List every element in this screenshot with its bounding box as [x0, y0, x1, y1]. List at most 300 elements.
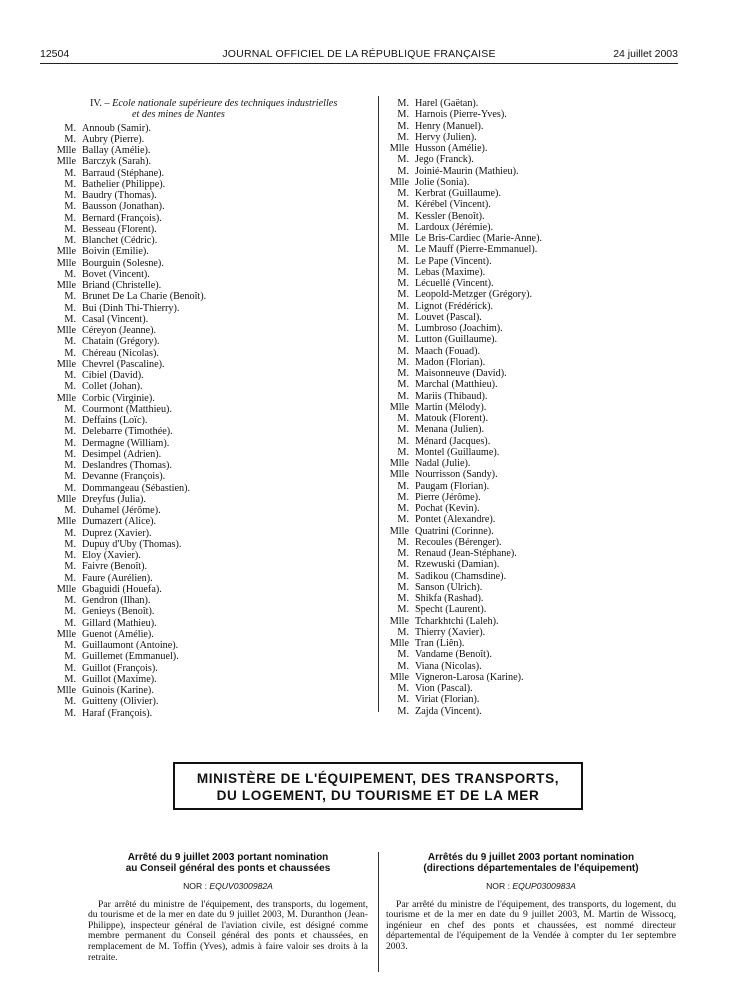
right-column: [385, 98, 685, 717]
civil-title: M.: [64, 448, 76, 460]
left-column: [52, 98, 372, 719]
person-name: Guillemet (Emmanuel).: [82, 651, 179, 663]
person-name: Dumazert (Alice).: [82, 516, 157, 528]
person-name: Guenot (Amélie).: [82, 628, 154, 640]
person-name: Brunet De La Charie (Benoît).: [82, 291, 207, 303]
list-item: [52, 483, 372, 494]
decree-divider: [378, 852, 379, 972]
list-item: [52, 336, 372, 347]
list-item: [385, 571, 685, 582]
person-name: Quatrini (Corinne).: [415, 525, 494, 537]
person-name: Kerbrat (Guillaume).: [415, 188, 501, 199]
civil-title: M.: [64, 482, 76, 494]
person-name: Ménard (Jacques).: [415, 435, 491, 447]
civil-title: Mlle: [389, 469, 409, 481]
civil-title: M.: [64, 662, 76, 674]
list-item: [52, 280, 372, 291]
civil-title: M.: [397, 255, 409, 267]
person-name: Boivin (Emilie).: [82, 246, 149, 258]
civil-title: Mlle: [56, 156, 76, 168]
civil-title: M.: [64, 190, 76, 201]
civil-title: M.: [397, 581, 409, 593]
list-item: [385, 526, 685, 537]
civil-title: M.: [397, 379, 409, 391]
list-item: [385, 143, 685, 154]
list-item: [385, 379, 685, 390]
person-name: Rzewuski (Damian).: [415, 559, 500, 571]
list-item: [52, 663, 372, 674]
civil-title: M.: [397, 131, 409, 143]
list-item: [52, 516, 372, 527]
person-name: Eloy (Xavier).: [82, 550, 141, 561]
list-item: [52, 258, 372, 269]
header-divider: [40, 63, 678, 64]
list-item: [385, 481, 685, 492]
civil-title: Mlle: [389, 176, 409, 188]
person-name: Duhamel (Jérôme).: [82, 505, 161, 516]
civil-title: M.: [397, 660, 409, 672]
person-name: Blanchet (Cédric).: [82, 235, 158, 246]
person-name: Menana (Julien).: [415, 424, 485, 436]
person-name: Hervy (Julien).: [415, 131, 477, 143]
person-name: Le Pape (Vincent).: [415, 255, 492, 267]
list-item: [52, 685, 372, 696]
civil-title: M.: [64, 381, 76, 393]
civil-title: M.: [64, 696, 76, 708]
decree-left-body: Par arrêté du ministre de l'équipement, des transports, du logement, du tourisme et de la mer en date du 9 juillet 2003, M. Duranthon (Jean-Philippe), inspecteur général de l'aviation civile, est désigné comme membre permanent du Conseil général des ponts et chaussées, en remplacement de M. Toffin (Yves), admis à faire valoir ses droits à la retraite.: [88, 898, 368, 963]
civil-title: M.: [397, 503, 409, 514]
list-item: [52, 539, 372, 550]
civil-title: Mlle: [389, 233, 409, 244]
list-item: [385, 694, 685, 705]
list-item: [385, 357, 685, 368]
list-item: [385, 211, 685, 222]
list-item: [385, 503, 685, 514]
list-item: [385, 604, 685, 615]
list-item: [385, 188, 685, 199]
civil-title: M.: [397, 604, 409, 616]
list-item: [52, 359, 372, 370]
civil-title: M.: [397, 514, 409, 526]
civil-title: M.: [397, 289, 409, 301]
list-item: [385, 638, 685, 649]
list-item: [52, 573, 372, 584]
list-item: [52, 246, 372, 257]
civil-title: M.: [397, 165, 409, 177]
person-name: Sanson (Ulrich).: [415, 581, 483, 593]
civil-title: M.: [397, 593, 409, 604]
list-item: [385, 278, 685, 289]
person-name: Bausson (Jonathan).: [82, 201, 165, 213]
list-item: [52, 460, 372, 471]
civil-title: M.: [64, 291, 76, 303]
civil-title: Mlle: [389, 458, 409, 469]
list-item: [52, 190, 372, 201]
civil-title: Mlle: [56, 516, 76, 528]
person-name: Guillot (François).: [82, 662, 158, 674]
list-item: [52, 438, 372, 449]
list-item: [385, 98, 685, 109]
list-item: [385, 222, 685, 233]
list-item: [385, 413, 685, 424]
decree-right-body: Par arrêté du ministre de l'équipement, des transports, du logement, du tourisme et de la mer en date du 9 juillet 2003, M. Martin de Wissocq, ingénieur en chef des ponts et chaussées, est nommé directeur départemental de l'équipement de la Vendée à compter du 1er septembre 2003.: [386, 898, 676, 952]
list-item: [52, 123, 372, 134]
person-name: Lebas (Maxime).: [415, 266, 486, 278]
person-name: Le Bris-Cardiec (Marie-Anne).: [415, 233, 543, 244]
list-item: [52, 618, 372, 629]
civil-title: M.: [64, 572, 76, 584]
person-name: Cibiel (David).: [82, 370, 144, 381]
list-item: [52, 168, 372, 179]
person-name: Le Mauff (Pierre-Emmanuel).: [415, 244, 538, 256]
list-item: [52, 145, 372, 156]
list-item: [385, 649, 685, 660]
person-name: Barczyk (Sarah).: [82, 156, 152, 168]
person-name: Lardoux (Jérémie).: [415, 221, 494, 233]
person-name: Nourrisson (Sandy).: [415, 469, 498, 481]
person-name: Briand (Christelle).: [82, 280, 162, 291]
list-item: [385, 346, 685, 357]
civil-title: M.: [64, 617, 76, 629]
nor-code: EQUP0300983A: [512, 881, 576, 891]
person-name: Lutton (Guillaume).: [415, 334, 498, 346]
civil-title: M.: [64, 212, 76, 224]
ministry-line1: MINISTÈRE DE L'ÉQUIPEMENT, DES TRANSPORTS,: [196, 771, 560, 786]
person-name: Chatain (Grégory).: [82, 336, 160, 348]
list-item: [385, 166, 685, 177]
civil-title: M.: [64, 550, 76, 561]
column-divider: [378, 96, 379, 712]
list-item: [52, 235, 372, 246]
list-item: [52, 134, 372, 145]
civil-title: M.: [397, 154, 409, 166]
civil-title: M.: [397, 683, 409, 694]
civil-title: M.: [397, 413, 409, 424]
civil-title: Mlle: [56, 325, 76, 336]
list-item: [52, 370, 372, 381]
list-item: [385, 424, 685, 435]
person-name: Faure (Aurélien).: [82, 572, 153, 584]
person-name: Pochat (Kevin).: [415, 503, 480, 514]
civil-title: Mlle: [389, 671, 409, 683]
civil-title: M.: [64, 527, 76, 539]
civil-title: M.: [397, 424, 409, 436]
person-name: Chevrel (Pascaline).: [82, 358, 165, 370]
person-name: Desimpel (Adrien).: [82, 448, 162, 460]
list-item: [385, 447, 685, 458]
person-name: Dreyfus (Julia).: [82, 493, 146, 505]
civil-title: M.: [397, 435, 409, 447]
civil-title: M.: [64, 651, 76, 663]
section-title: [52, 98, 372, 121]
list-item: [385, 368, 685, 379]
list-item: [385, 514, 685, 525]
civil-title: M.: [397, 323, 409, 334]
person-name: Deffains (Loïc).: [82, 415, 148, 426]
list-item: [385, 469, 685, 480]
person-name: Joinié-Maurin (Mathieu).: [415, 165, 519, 177]
list-item: [385, 233, 685, 244]
list-item: [385, 244, 685, 255]
civil-title: M.: [397, 188, 409, 199]
list-item: [52, 629, 372, 640]
section-title-line2: et des mines de Nantes: [132, 109, 225, 121]
person-name: Faivre (Benoît).: [82, 561, 148, 573]
person-name: Henry (Manuel).: [415, 120, 484, 132]
civil-title: M.: [397, 199, 409, 211]
civil-title: M.: [64, 640, 76, 651]
section-title-line1: – Ecole nationale supérieure des techniques industrielles: [104, 98, 338, 109]
list-item: [52, 708, 372, 719]
publication-date: 24 juillet 2003: [613, 48, 678, 60]
person-name: Annoub (Samir).: [82, 122, 152, 134]
civil-title: M.: [397, 559, 409, 571]
list-item: [52, 584, 372, 595]
person-name: Dermagne (William).: [82, 437, 170, 449]
person-name: Collet (Johan).: [82, 381, 143, 393]
list-item: [385, 492, 685, 503]
civil-title: M.: [64, 122, 76, 134]
person-name: Baudry (Thomas).: [82, 190, 157, 201]
list-item: [385, 256, 685, 267]
person-name: Bovet (Vincent).: [82, 268, 150, 280]
person-name: Renaud (Jean-Stéphane).: [415, 548, 517, 559]
right-name-list: [385, 98, 685, 717]
person-name: Pierre (Jérôme).: [415, 491, 481, 503]
person-name: Lignot (Frédérick).: [415, 300, 494, 312]
list-item: [385, 289, 685, 300]
list-item: [52, 213, 372, 224]
civil-title: M.: [64, 437, 76, 449]
civil-title: Mlle: [56, 145, 76, 156]
civil-title: M.: [397, 705, 409, 717]
list-item: [52, 269, 372, 280]
civil-title: M.: [397, 120, 409, 132]
person-name: Shikfa (Rashad).: [415, 593, 484, 604]
list-item: [385, 627, 685, 638]
person-name: Gbaguidi (Houefa).: [82, 583, 162, 595]
person-name: Ballay (Amélie).: [82, 145, 151, 156]
person-name: Matouk (Florent).: [415, 413, 488, 424]
person-name: Maisonneuve (David).: [415, 368, 507, 379]
person-name: Guinois (Karine).: [82, 685, 154, 696]
list-item: [52, 449, 372, 460]
list-item: [385, 334, 685, 345]
civil-title: M.: [397, 446, 409, 458]
person-name: Devanne (François).: [82, 471, 166, 483]
decree-left-title-line1: Arrêté du 9 juillet 2003 portant nomination: [127, 852, 329, 863]
section-number: IV.: [90, 98, 102, 109]
civil-title: M.: [64, 538, 76, 550]
person-name: Deslandres (Thomas).: [82, 460, 172, 471]
list-item: [52, 561, 372, 572]
list-item: [52, 393, 372, 404]
list-item: [52, 404, 372, 415]
civil-title: M.: [64, 403, 76, 415]
list-item: [385, 177, 685, 188]
civil-title: Mlle: [56, 358, 76, 370]
person-name: Guillot (Maxime).: [82, 673, 157, 685]
civil-title: M.: [64, 201, 76, 213]
list-item: [385, 132, 685, 143]
civil-title: M.: [397, 311, 409, 323]
list-item: [52, 381, 372, 392]
civil-title: M.: [64, 223, 76, 235]
civil-title: M.: [397, 480, 409, 492]
list-item: [52, 640, 372, 651]
person-name: Casal (Vincent).: [82, 313, 149, 325]
civil-title: M.: [64, 133, 76, 145]
civil-title: M.: [64, 426, 76, 438]
person-name: Nadal (Julie).: [415, 458, 471, 469]
civil-title: M.: [397, 356, 409, 368]
person-name: Haraf (François).: [82, 707, 153, 719]
list-item: [385, 109, 685, 120]
person-name: Bernard (François).: [82, 212, 162, 224]
civil-title: M.: [397, 300, 409, 312]
person-name: Besseau (Florent).: [82, 223, 157, 235]
person-name: Specht (Laurent).: [415, 604, 487, 616]
person-name: Tcharkhtchi (Laleh).: [415, 615, 499, 627]
civil-title: M.: [64, 595, 76, 606]
list-item: [385, 706, 685, 717]
list-item: [385, 582, 685, 593]
person-name: Sadikou (Chamsdine).: [415, 570, 507, 582]
civil-title: M.: [397, 649, 409, 661]
civil-title: M.: [397, 98, 409, 109]
person-name: Guitteny (Olivier).: [82, 696, 159, 708]
person-name: Dupuy d'Uby (Thomas).: [82, 538, 182, 550]
decree-right-nor: [386, 881, 676, 892]
civil-title: Mlle: [56, 280, 76, 291]
nor-label: NOR :: [486, 881, 510, 891]
civil-title: Mlle: [56, 628, 76, 640]
civil-title: Mlle: [389, 638, 409, 649]
person-name: Kessler (Benoît).: [415, 210, 485, 222]
decree-right-title-line1: Arrêtés du 9 juillet 2003 portant nomination: [427, 852, 635, 863]
person-name: Maach (Fouad).: [415, 345, 481, 357]
list-item: [385, 323, 685, 334]
civil-title: M.: [397, 278, 409, 289]
civil-title: M.: [64, 606, 76, 618]
civil-title: M.: [397, 266, 409, 278]
list-item: [52, 201, 372, 212]
civil-title: Mlle: [389, 143, 409, 154]
person-name: Jego (Franck).: [415, 154, 474, 166]
person-name: Madon (Florian).: [415, 356, 486, 368]
person-name: Courmont (Matthieu).: [82, 403, 172, 415]
page-number: 12504: [40, 48, 70, 60]
civil-title: M.: [64, 268, 76, 280]
list-item: [385, 661, 685, 672]
civil-title: M.: [64, 370, 76, 381]
civil-title: M.: [64, 415, 76, 426]
list-item: [385, 537, 685, 548]
list-item: [385, 616, 685, 627]
civil-title: M.: [64, 561, 76, 573]
person-name: Recoules (Bérenger).: [415, 536, 502, 548]
decree-right-title-line2: (directions départementales de l'équipement): [423, 863, 639, 874]
civil-title: M.: [397, 334, 409, 346]
person-name: Pontet (Alexandre).: [415, 514, 496, 526]
person-name: Martin (Mélody).: [415, 401, 487, 413]
person-name: Mariis (Thibaud).: [415, 390, 488, 402]
civil-title: M.: [64, 167, 76, 179]
civil-title: Mlle: [389, 525, 409, 537]
decree-left-title-line2: au Conseil général des ponts et chaussées: [125, 863, 331, 874]
person-name: Viriat (Florian).: [415, 694, 480, 706]
list-item: [52, 314, 372, 325]
civil-title: M.: [64, 302, 76, 314]
list-item: [52, 325, 372, 336]
list-item: [385, 402, 685, 413]
civil-title: Mlle: [389, 401, 409, 413]
person-name: Jolie (Sonia).: [415, 176, 470, 188]
list-item: [385, 301, 685, 312]
list-item: [52, 696, 372, 707]
person-name: Lumbroso (Joachim).: [415, 323, 503, 334]
civil-title: M.: [397, 390, 409, 402]
ministry-line2: DU LOGEMENT, DU TOURISME ET DE LA MER: [216, 788, 540, 803]
civil-title: M.: [397, 210, 409, 222]
civil-title: M.: [64, 235, 76, 246]
civil-title: M.: [397, 626, 409, 638]
civil-title: M.: [64, 347, 76, 359]
civil-title: Mlle: [56, 257, 76, 269]
decree-left-nor: [88, 881, 368, 892]
list-item: [52, 595, 372, 606]
list-item: [385, 312, 685, 323]
civil-title: M.: [397, 109, 409, 121]
civil-title: Mlle: [56, 583, 76, 595]
civil-title: Mlle: [56, 685, 76, 696]
list-item: [385, 267, 685, 278]
civil-title: M.: [397, 368, 409, 379]
list-item: [52, 550, 372, 561]
person-name: Bui (Dinh Thi-Thierry).: [82, 302, 180, 314]
civil-title: M.: [397, 221, 409, 233]
civil-title: M.: [64, 336, 76, 348]
person-name: Thierry (Xavier).: [415, 626, 486, 638]
decree-right-title: [386, 852, 676, 874]
person-name: Harel (Gaëtan).: [415, 98, 479, 109]
civil-title: Mlle: [56, 493, 76, 505]
person-name: Vandame (Benoît).: [415, 649, 492, 661]
list-item: [385, 548, 685, 559]
list-item: [52, 179, 372, 190]
civil-title: M.: [64, 673, 76, 685]
person-name: Tran (Liên).: [415, 638, 465, 649]
civil-title: M.: [397, 548, 409, 559]
list-item: [52, 415, 372, 426]
list-item: [385, 683, 685, 694]
decree-left: [88, 852, 368, 963]
civil-title: Mlle: [389, 615, 409, 627]
person-name: Duprez (Xavier).: [82, 527, 152, 539]
person-name: Genieys (Benoît).: [82, 606, 155, 618]
person-name: Delebarre (Timothée).: [82, 426, 173, 438]
list-item: [385, 559, 685, 570]
civil-title: M.: [64, 460, 76, 471]
person-name: Corbic (Virginie).: [82, 392, 155, 404]
list-item: [52, 528, 372, 539]
decree-left-title: [88, 852, 368, 874]
civil-title: M.: [397, 694, 409, 706]
list-item: [52, 348, 372, 359]
decree-right: [386, 852, 676, 953]
person-name: Leopold-Metzger (Grégory).: [415, 289, 533, 301]
list-item: [52, 606, 372, 617]
